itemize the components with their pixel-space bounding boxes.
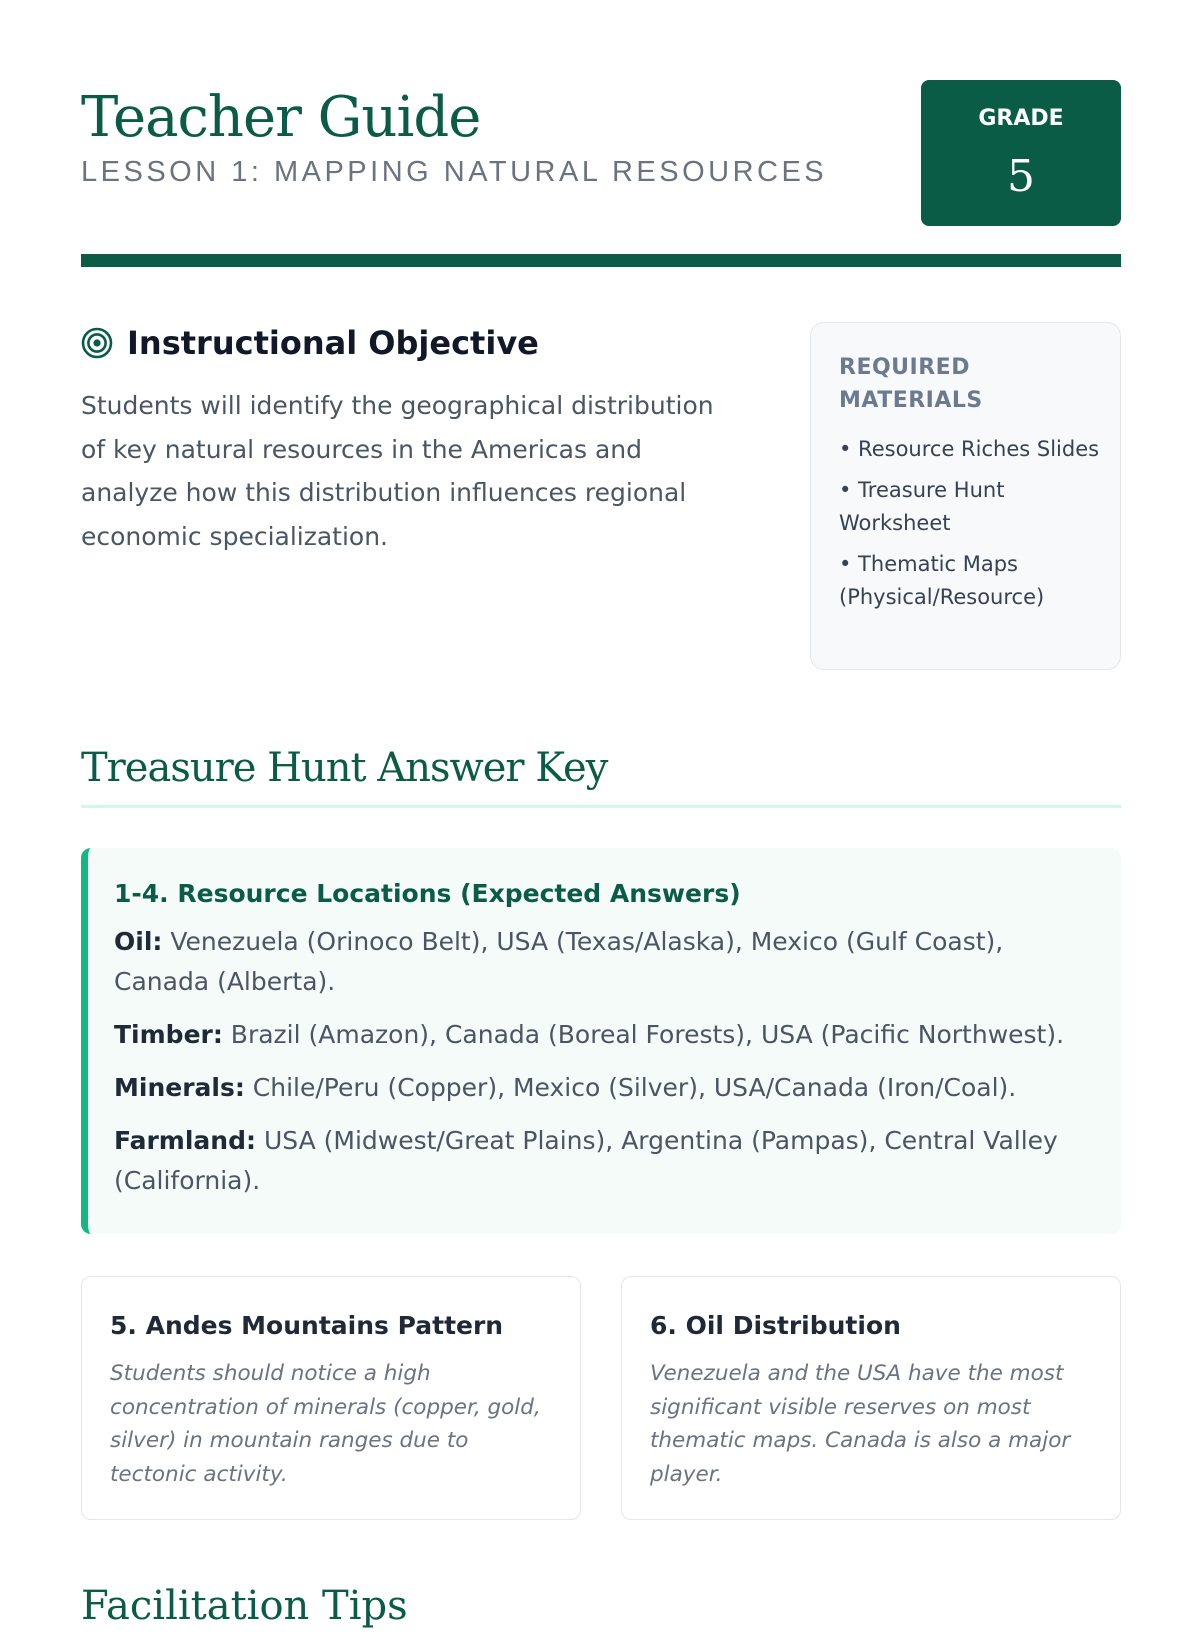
card-title: 5. Andes Mountains Pattern <box>110 1311 504 1340</box>
resource-locations-panel <box>81 848 1121 1234</box>
lesson-subtitle: LESSON 1: MAPPING NATURAL RESOURCES <box>81 156 828 188</box>
required-materials-box <box>810 322 1121 670</box>
location-text: Venezuela (Orinoco Belt), USA (Texas/Alaska), Mexico (Gulf Coast), Canada (Alberta). <box>114 927 1004 996</box>
materials-item: • Resource Riches Slides <box>839 437 1100 461</box>
page-title: Teacher Guide <box>81 85 481 150</box>
location-item-farmland <box>114 1121 1101 1201</box>
location-label: Oil: <box>114 927 163 956</box>
materials-item: • Treasure Hunt Worksheet <box>839 478 1005 535</box>
materials-item: • Thematic Maps (Physical/Resource) <box>839 552 1045 609</box>
facilitation-tips-title: Facilitation Tips <box>81 1583 408 1629</box>
objective-text: Students will identify the geographical distribution of key natural resources in the Americas and analyze how this distribution influences regional economic specialization. <box>81 391 714 551</box>
location-item-oil <box>114 922 1101 1002</box>
answer-key-divider <box>81 805 1121 808</box>
materials-title: REQUIRED MATERIALS <box>839 355 983 413</box>
card-text: Venezuela and the USA have the most significant visible reserves on most thematic maps. Canada is also a major player. <box>650 1361 1071 1487</box>
location-label: Minerals: <box>114 1073 245 1102</box>
grade-label: GRADE <box>978 106 1064 131</box>
location-label: Farmland: <box>114 1126 256 1155</box>
target-icon <box>81 327 113 359</box>
page-header <box>81 80 1121 232</box>
objective-section <box>81 320 741 558</box>
card-text: Students should notice a high concentration of minerals (copper, gold, silver) in mountain ranges due to tectonic activity. <box>110 1361 541 1487</box>
objective-heading <box>81 320 741 366</box>
grade-badge <box>921 80 1121 226</box>
andes-pattern-card <box>81 1276 581 1520</box>
answer-key-title: Treasure Hunt Answer Key <box>81 745 608 791</box>
oil-distribution-card <box>621 1276 1121 1520</box>
location-item-timber <box>114 1015 1101 1055</box>
locations-title: 1-4. Resource Locations (Expected Answers) <box>114 879 741 908</box>
location-item-minerals <box>114 1068 1101 1108</box>
location-text: Brazil (Amazon), Canada (Boreal Forests), USA (Pacific Northwest). <box>222 1020 1065 1049</box>
location-text: Chile/Peru (Copper), Mexico (Silver), USA/Canada (Iron/Coal). <box>244 1073 1017 1102</box>
location-text: USA (Midwest/Great Plains), Argentina (Pampas), Central Valley (California). <box>114 1126 1058 1195</box>
objective-title: Instructional Objective <box>127 324 539 362</box>
materials-list <box>839 433 1100 614</box>
location-label: Timber: <box>114 1020 223 1049</box>
header-divider <box>81 254 1121 267</box>
card-title: 6. Oil Distribution <box>650 1311 901 1340</box>
grade-value: 5 <box>1007 151 1035 202</box>
